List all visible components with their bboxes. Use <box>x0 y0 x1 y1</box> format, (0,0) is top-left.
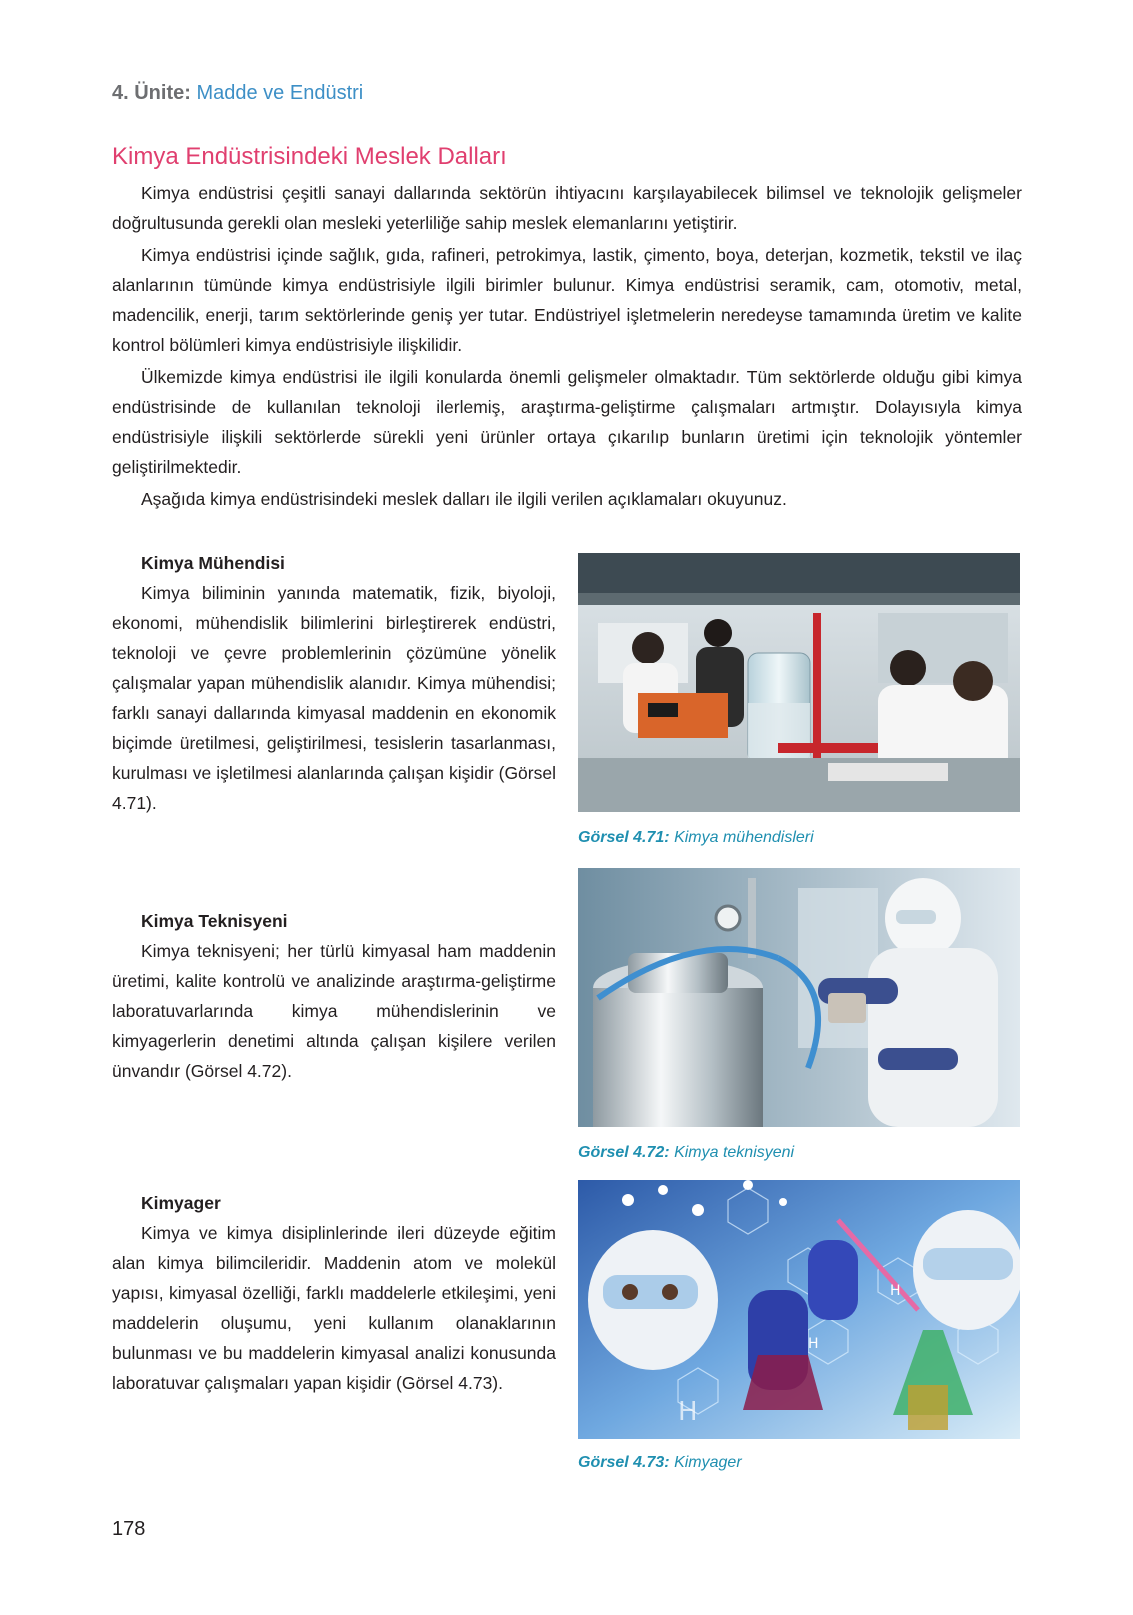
job-description: Kimya ve kimya disiplinlerinde ileri düzeyde eğitim alan kimya bilimcileridir. Maddenin atom ve molekül yapısı, kimyasal özelliği, farklı maddelerle etkileşimi, yeni maddelerin oluşumu, yeni kullanım olanaklarının bulunması ve bu maddelerin kimyasal analizi konusunda laboratuvar çalışmaları yapan kişidir (Görsel 4.73). <box>112 1223 556 1393</box>
unit-number: 4. Ünite: <box>112 82 191 104</box>
molecule-label: H <box>808 1336 819 1352</box>
job-title: Kimyager <box>141 1193 221 1213</box>
job-section-chemical-technician <box>112 906 556 1086</box>
molecule-label: H <box>678 1397 698 1427</box>
intro-text <box>112 178 1022 516</box>
job-title: Kimya Teknisyeni <box>141 911 288 931</box>
caption-text: Kimyager <box>674 1454 742 1471</box>
job-description: Kimya biliminin yanında matematik, fizik, biyoloji, ekonomi, mühendislik bilimlerini birleştirerek endüstri, teknoloji ve çevre problemlerinin çözümüne yönelik çalışmalar yapan mühendislik alanıdır. Kimya mühendisi; farklı sanayi dallarında kimyasal maddenin en ekonomik biçimde üretilmesi, geliştirilmesi, tesislerin tasarlanması, kurulması ve işletilmesi alanlarında çalışan kişidir (Görsel 4.71). <box>112 583 556 813</box>
job-section-chemical-engineer <box>112 548 556 818</box>
job-description: Kimya teknisyeni; her türlü kimyasal ham maddenin üretimi, kalite kontrolü ve analizinde araştırma-geliştirme laboratuvarlarında kimya mühendislerinin ve kimyagerlerin denetimi altında çalışan kişilere verilen ünvandır (Görsel 4.72). <box>112 941 556 1081</box>
section-title: Kimya Endüstrisindeki Meslek Dalları <box>112 143 507 170</box>
photo-chemist <box>578 1180 1020 1439</box>
intro-paragraph: Kimya endüstrisi içinde sağlık, gıda, rafineri, petrokimya, lastik, çimento, boya, deterjan, kozmetik, tekstil ve ilaç alanlarının tümünde kimya endüstrisiyle ilgili birimler bulunur. Kimya endüstrisi seramik, cam, otomotiv, metal, madencilik, enerji, tarım sektörlerinde geniş yer tutar. Endüstriyel işletmelerin neredeyse tamamında üretim ve kalite kontrol bölümleri kimya endüstrisiyle ilişkilidir. <box>112 245 1022 355</box>
job-title: Kimya Mühendisi <box>141 553 285 573</box>
unit-name: Madde ve Endüstri <box>196 82 364 104</box>
intro-paragraph: Ülkemizde kimya endüstrisi ile ilgili konularda önemli gelişmeler olmaktadır. Tüm sektörlerde olduğu gibi kimya endüstrisinde de kullanılan teknoloji ilerlemiş, araştırma-geliştirme çalışmaları artmıştır. Dolayısıyla kimya endüstrisiyle ilişkili sektörlerde sürekli yeni ürünler ortaya çıkarılıp bunların üretimi için teknolojik yöntemler geliştirilmektedir. <box>112 367 1022 477</box>
chemist-illustration <box>578 1180 1020 1439</box>
figure-caption <box>578 1452 742 1474</box>
intro-paragraph: Kimya endüstrisi çeşitli sanayi dallarında sektörün ihtiyacını karşılayabilecek bilimsel ve teknolojik gelişmeler doğrultusunda gerekli olan mesleki yeterliliğe sahip meslek elemanlarını yetiştirir. <box>112 183 1022 233</box>
figure-caption <box>578 1142 794 1164</box>
unit-header <box>112 80 363 106</box>
caption-label: Görsel 4.71: <box>578 829 670 846</box>
lab-engineers-illustration <box>578 553 1020 812</box>
job-section-chemist <box>112 1188 556 1398</box>
caption-text: Kimya mühendisleri <box>674 829 814 846</box>
caption-label: Görsel 4.73: <box>578 1454 670 1471</box>
caption-text: Kimya teknisyeni <box>674 1144 795 1161</box>
molecule-label: H <box>890 1283 901 1299</box>
photo-chemical-engineers <box>578 553 1020 812</box>
page-number: 178 <box>112 1518 146 1540</box>
intro-paragraph: Aşağıda kimya endüstrisindeki meslek dalları ile ilgili verilen açıklamaları okuyunuz. <box>141 489 787 509</box>
technician-illustration <box>578 868 1020 1127</box>
figure-caption <box>578 827 814 849</box>
photo-chemical-technician <box>578 868 1020 1127</box>
caption-label: Görsel 4.72: <box>578 1144 670 1161</box>
